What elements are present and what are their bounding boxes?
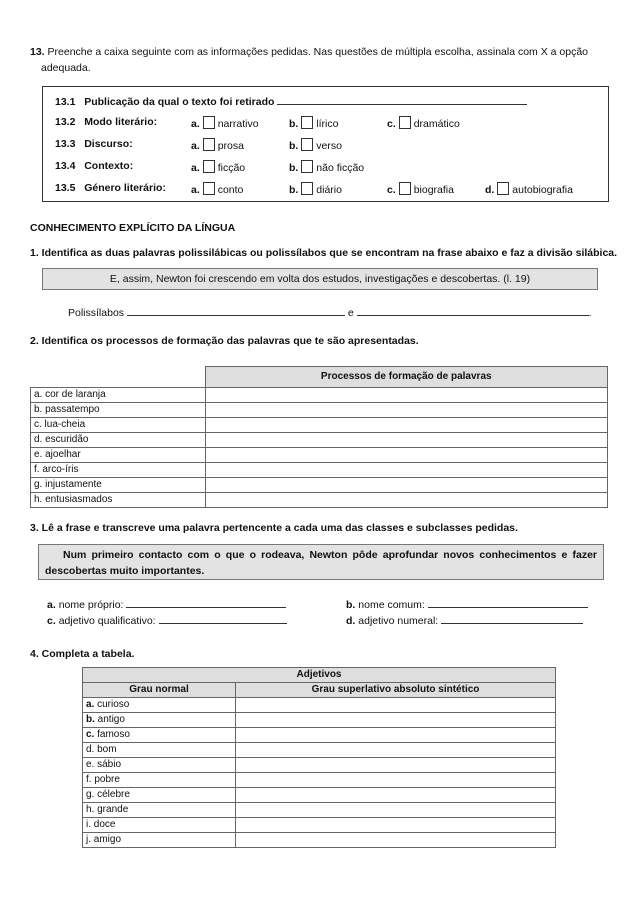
answer-cell[interactable] [236,743,556,758]
checkbox[interactable] [301,138,313,151]
answer-cell[interactable] [236,758,556,773]
q3-title: 3. Lê a frase e transcreve uma palavra pertencente a cada uma das classes e subclasses pedidas. [30,522,518,534]
answer-cell[interactable] [205,463,608,478]
checkbox[interactable] [203,116,215,129]
word-cell: c. lua-cheia [31,418,206,433]
adjetivo-cell: h. grande [83,803,236,818]
q3-field-c: c. adjetivo qualificativo: [47,613,287,627]
word-cell: h. entusiasmados [31,493,206,508]
answer-cell[interactable] [236,803,556,818]
checkbox[interactable] [399,182,411,195]
option-nao-ficcao[interactable]: b. não ficção [289,162,365,174]
answer-cell[interactable] [205,433,608,448]
adjetivo-cell: e. sábio [83,758,236,773]
publication-answer-line[interactable] [277,94,527,105]
checkbox[interactable] [301,160,313,173]
section-title: CONHECIMENTO EXPLÍCITO DA LÍNGUA [30,222,236,234]
q3-field-d: d. adjetivo numeral: [346,613,583,627]
col-grau-normal: Grau normal [83,683,236,698]
word-cell: f. arco-íris [31,463,206,478]
word-cell: d. escuridão [31,433,206,448]
answer-cell[interactable] [236,728,556,743]
answer-cell[interactable] [205,388,608,403]
word-cell: b. passatempo [31,403,206,418]
adjetivo-cell: i. doce [83,818,236,833]
q2-table [30,366,608,508]
adjetivo-cell: g. célebre [83,788,236,803]
q2-header: Processos de formação de palavras [205,367,608,388]
checkbox[interactable] [203,138,215,151]
nome-proprio-line[interactable] [126,597,286,608]
q13-box [42,86,609,202]
adjetivo-cell: a. curioso [83,698,236,713]
col-superlativo: Grau superlativo absoluto sintético [236,683,556,698]
q1-answer-row: Polissílabos e . [68,307,592,319]
option-biografia[interactable]: c. biografia [387,184,454,196]
option-prosa[interactable]: a. prosa [191,140,244,152]
adjetivo-cell: d. bom [83,743,236,758]
answer-cell[interactable] [205,448,608,463]
q4-title: 4. Completa a tabela. [30,648,135,660]
option-dramatico[interactable]: c. dramático [387,118,460,130]
option-lirico[interactable]: b. lírico [289,118,339,130]
checkbox[interactable] [399,116,411,129]
adjetivo-cell: f. pobre [83,773,236,788]
adjetivo-cell: b. antigo [83,713,236,728]
option-verso[interactable]: b. verso [289,140,342,152]
polissilabo-2-line[interactable] [357,305,589,316]
q3-sentence-box: Num primeiro contacto com o que o rodeava, Newton pôde aprofundar novos conhecimentos e fazer descobertas muito importantes. [38,544,604,580]
answer-cell[interactable] [236,713,556,728]
q13-row-1: 13.1 Publicação da qual o texto foi retirado [55,94,527,108]
q3-field-a: a. nome próprio: [47,597,286,611]
polissilabo-1-line[interactable] [127,305,345,316]
adjetivo-numeral-line[interactable] [441,613,583,624]
answer-cell[interactable] [205,493,608,508]
q13-instruction: 13. Preenche a caixa seguinte com as informações pedidas. Nas questões de múltipla escolha, assinala com X a opção adequada. [30,46,589,74]
q1-sentence: E, assim, Newton foi crescendo em volta dos estudos, investigações e descobertas. (l. 19) [109,273,531,285]
checkbox[interactable] [203,182,215,195]
answer-cell[interactable] [205,403,608,418]
answer-cell[interactable] [236,698,556,713]
answer-cell[interactable] [236,833,556,848]
checkbox[interactable] [497,182,509,195]
q1-title: 1. Identifica as duas palavras polissilábicas ou polissílabos que se encontram na frase abaixo e faz a divisão silábica. [30,247,618,259]
q13-row-3: 13.3 Discurso: a. prosa b. verso [55,138,342,152]
adjetivo-cell: c. famoso [83,728,236,743]
option-narrativo[interactable]: a. narrativo [191,118,259,130]
adjetivo-cell: j. amigo [83,833,236,848]
checkbox[interactable] [203,160,215,173]
q4-table [82,667,556,848]
q4-table-title: Adjetivos [83,668,556,683]
option-conto[interactable]: a. conto [191,184,244,196]
checkbox[interactable] [301,182,313,195]
word-cell: e. ajoelhar [31,448,206,463]
answer-cell[interactable] [205,418,608,433]
q1-sentence-box [42,268,598,290]
answer-cell[interactable] [236,818,556,833]
word-cell: g. injustamente [31,478,206,493]
q13-row-2: 13.2 Modo literário: a. narrativo b. lírico c. dramático [55,116,460,130]
answer-cell[interactable] [205,478,608,493]
q3-field-b: b. nome comum: [346,597,588,611]
option-autobiografia[interactable]: d. autobiografia [485,184,573,196]
q13-row-4: 13.4 Contexto: a. ficção b. não ficção [55,160,365,174]
adjetivo-qualificativo-line[interactable] [159,613,287,624]
answer-cell[interactable] [236,773,556,788]
q13-row-5: 13.5 Género literário: a. conto b. diário c. biografia d. autobiografia [55,182,573,196]
q2-title: 2. Identifica os processos de formação das palavras que te são apresentadas. [30,335,419,347]
option-diario[interactable]: b. diário [289,184,342,196]
word-cell: a. cor de laranja [31,388,206,403]
option-ficcao[interactable]: a. ficção [191,162,246,174]
checkbox[interactable] [301,116,313,129]
answer-cell[interactable] [236,788,556,803]
nome-comum-line[interactable] [428,597,588,608]
